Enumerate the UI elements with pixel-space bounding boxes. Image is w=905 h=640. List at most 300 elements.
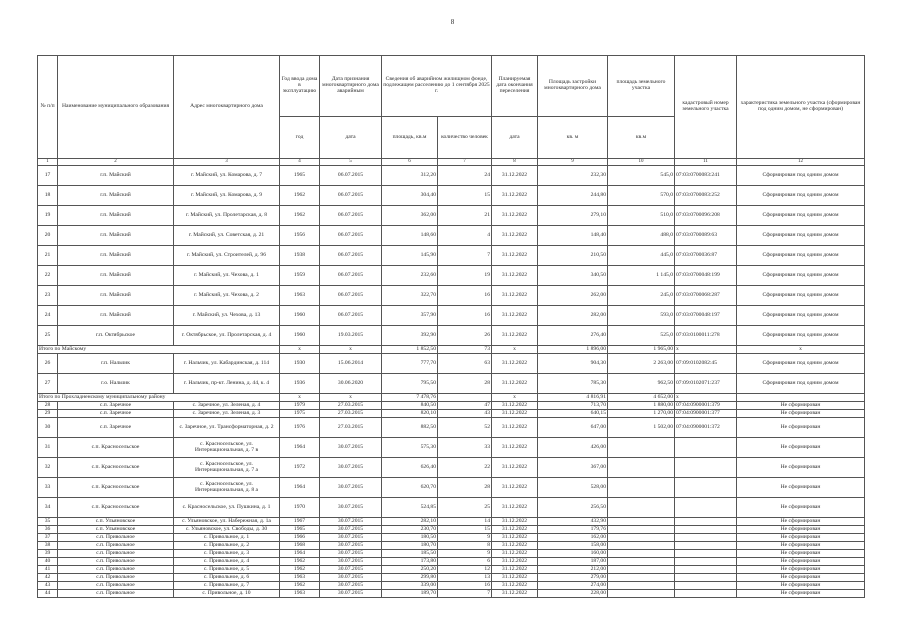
table-cell: 1 896,00 [538, 346, 608, 354]
table-cell: с. Привольное, д. 2 [174, 542, 280, 550]
table-cell: 179,76 [538, 526, 608, 534]
table-cell: 31.12.2022 [492, 458, 538, 478]
header-emergency-info: Сведения об аварийном жилищном фонде, подлежащем расселению до 1 сентября 2025 г. [382, 56, 492, 117]
table-cell: 1965 [280, 526, 320, 534]
table-cell [608, 582, 675, 590]
table-cell: 38 [38, 542, 58, 550]
table-cell: 1962 [280, 582, 320, 590]
column-number: 3 [174, 159, 280, 166]
table-cell: г. Нальчик, ул. Кабардинская, д. 114 [174, 354, 280, 374]
table-cell: 31.12.2022 [492, 542, 538, 550]
table-cell: 31.12.2022 [492, 574, 538, 582]
table-cell: с. Красносельское, ул. Интернациональная, д. 7 а [174, 458, 280, 478]
table-cell: 30.06.2020 [320, 374, 382, 394]
table-cell: 12 [438, 566, 492, 574]
table-cell: 282,10 [382, 518, 438, 526]
table-cell: 14 [438, 518, 492, 526]
unit-year: год [280, 117, 320, 159]
table-cell [608, 590, 675, 598]
table-cell: Итого по Прохладненскому муниципальному району [38, 394, 280, 402]
table-cell: г. Майский, ул. Чехова, д. 1 [174, 266, 280, 286]
table-cell: 07:03:0700048:197 [675, 306, 737, 326]
table-cell: Сформирован под одним домом [737, 226, 865, 246]
table-cell: 31.12.2022 [492, 478, 538, 498]
column-number: 9 [538, 159, 608, 166]
column-number: 12 [737, 159, 865, 166]
table-cell: 30.07.2015 [320, 534, 382, 542]
table-cell: 1976 [280, 418, 320, 438]
table-cell: 47 [438, 402, 492, 410]
column-number: 8 [492, 159, 538, 166]
table-cell: 1962 [280, 558, 320, 566]
table-cell: 25 [438, 498, 492, 518]
table-cell: с.п. Привольное [58, 542, 174, 550]
table-cell: 31.12.2022 [492, 226, 538, 246]
table-cell: г. Нальчик, пр-кт. Ленина, д. 44, к. 4 [174, 374, 280, 394]
table-cell: 256,50 [538, 498, 608, 518]
table-cell: 31.12.2022 [492, 246, 538, 266]
table-row [38, 590, 865, 598]
table-row [38, 518, 865, 526]
table-cell: с.п. Красносельское [58, 478, 174, 498]
table-cell: 28 [438, 478, 492, 498]
table-cell: г.п. Октябрьское [58, 326, 174, 346]
table-cell: 312,20 [382, 166, 438, 186]
table-cell: 24 [438, 166, 492, 186]
table-cell: 1956 [280, 226, 320, 246]
header-plot-char: характеристика земельного участка (сформирован под одним домом, не сформирован) [737, 56, 865, 159]
table-body [38, 166, 865, 598]
table-cell: 148,60 [382, 226, 438, 246]
table-cell: 1 502,00 [608, 418, 675, 438]
header-recognition-date: Дата признания многоквартирного дома аварийным [320, 56, 382, 117]
header-area: Площадь застройки многоквартирного дома [538, 56, 608, 117]
table-cell [737, 394, 865, 402]
table-cell: 40 [38, 558, 58, 566]
table-row [38, 166, 865, 186]
table-cell: с. Красносельское, ул. Интернациональная, д. 7 в [174, 438, 280, 458]
table-cell: 158,00 [538, 542, 608, 550]
housing-table [37, 55, 865, 598]
table-cell: 30.07.2015 [320, 574, 382, 582]
table-cell: 31.12.2022 [492, 410, 538, 418]
table-cell: 276,40 [538, 326, 608, 346]
table-cell: 33 [438, 438, 492, 458]
unit-sqm: площадь, кв.м [382, 117, 438, 159]
table-cell: 26 [38, 354, 58, 374]
table-cell: х [492, 394, 538, 402]
header-year-built: Год ввода дома в эксплуатацию [280, 56, 320, 117]
table-cell: 06.07.2015 [320, 186, 382, 206]
table-cell: 524,85 [382, 498, 438, 518]
table-cell: 357,90 [382, 306, 438, 326]
table-cell: с. Заречное, ул. Зеленая, д. 4 [174, 402, 280, 410]
table-cell: 1959 [280, 266, 320, 286]
table-cell: 1964 [280, 478, 320, 498]
table-cell: Сформирован под одним домом [737, 266, 865, 286]
table-cell: 1 852,50 [382, 346, 438, 354]
table-cell: 07:03:0700083:241 [675, 166, 737, 186]
header-address: Адрес многоквартирного дома [174, 56, 280, 159]
table-cell: 42 [38, 574, 58, 582]
table-cell: 148,40 [538, 226, 608, 246]
table-cell: 06.07.2015 [320, 246, 382, 266]
table-cell: 30.07.2015 [320, 542, 382, 550]
table-cell: 445,0 [608, 246, 675, 266]
table-cell: с. Заречное, ул. Трансформаторная, д. 2 [174, 418, 280, 438]
table-cell: г.п. Майский [58, 206, 174, 226]
table-row [38, 306, 865, 326]
table-cell: г.п. Майский [58, 226, 174, 246]
table-cell: 06.07.2015 [320, 206, 382, 226]
table-cell: 1938 [280, 246, 320, 266]
column-number: 2 [58, 159, 174, 166]
table-cell: 362,00 [382, 206, 438, 226]
table-cell: 30.07.2015 [320, 566, 382, 574]
table-cell: 340,50 [538, 266, 608, 286]
table-cell: г.п. Нальчик [58, 354, 174, 374]
table-cell: г.п. Майский [58, 266, 174, 286]
table-cell [675, 566, 737, 574]
table-cell: 185,50 [382, 550, 438, 558]
table-cell [675, 458, 737, 478]
header-plot: площадь земельного участка [608, 56, 675, 117]
table-cell: с.п. Заречное [58, 410, 174, 418]
table-cell: 339,00 [382, 582, 438, 590]
table-cell: 593,0 [608, 306, 675, 326]
table-cell: 189,70 [382, 590, 438, 598]
table-cell: 4 [438, 226, 492, 246]
table-cell: 30.07.2015 [320, 582, 382, 590]
table-cell: Сформирован под одним домом [737, 246, 865, 266]
table-cell: 1960 [280, 306, 320, 326]
table-cell: 21 [38, 246, 58, 266]
table-cell: 510,0 [608, 206, 675, 226]
table-cell: 232,30 [538, 166, 608, 186]
table-cell: 7 478,76 [382, 394, 438, 402]
table-cell: с.п. Ульяновское [58, 518, 174, 526]
table-cell: 30.07.2015 [320, 590, 382, 598]
table-cell: с. Заречное, ул. Зеленая, д. 3 [174, 410, 280, 418]
table-cell: 31.12.2022 [492, 166, 538, 186]
table-cell: 07:04:0900001:377 [675, 410, 737, 418]
table-cell: с.п. Привольное [58, 558, 174, 566]
table-cell: 34 [38, 498, 58, 518]
table-cell: 1 270,00 [608, 410, 675, 418]
table-cell: 39 [38, 550, 58, 558]
table-cell: 31.12.2022 [492, 186, 538, 206]
table-cell [608, 534, 675, 542]
table-cell: с.п. Привольное [58, 590, 174, 598]
table-cell: г. Майский, ул. Советская, д. 21 [174, 226, 280, 246]
table-cell: 210,50 [538, 246, 608, 266]
table-cell: 27.03.2015 [320, 402, 382, 410]
table-cell: 32 [38, 458, 58, 478]
table-cell: 07:03:0700089:63 [675, 226, 737, 246]
table-cell [608, 438, 675, 458]
table-cell: 30.07.2015 [320, 518, 382, 526]
table-cell: Сформирован под одним домом [737, 166, 865, 186]
table-cell: 13 [438, 574, 492, 582]
table-cell [675, 590, 737, 598]
table-cell: 904,30 [538, 354, 608, 374]
table-cell: 16 [438, 306, 492, 326]
table-cell: 07:04:0900001:372 [675, 418, 737, 438]
table-cell: 212,00 [538, 566, 608, 574]
table-cell: с.п. Заречное [58, 402, 174, 410]
table-row [38, 418, 865, 438]
table-cell: 713,70 [538, 402, 608, 410]
table-cell: 43 [438, 410, 492, 418]
table-cell: 07:03:0100011:278 [675, 326, 737, 346]
table-cell: 432,90 [538, 518, 608, 526]
column-number: 10 [608, 159, 675, 166]
table-cell: 31.12.2022 [492, 526, 538, 534]
table-cell: Не сформирован [737, 534, 865, 542]
table-cell: 29 [38, 410, 58, 418]
table-cell: Не сформирован [737, 418, 865, 438]
table-cell: 620,70 [382, 478, 438, 498]
table-cell: с. Ульяновское, ул. Свободы, д. 30 [174, 526, 280, 534]
table-cell: Сформирован под одним домом [737, 354, 865, 374]
table-row [38, 558, 865, 566]
table-cell: с. Привольное, д. 3 [174, 550, 280, 558]
header-row [38, 56, 865, 117]
table-cell: с.п. Привольное [58, 534, 174, 542]
table-cell: Итого по Майскому [38, 346, 280, 354]
table-cell: 31.12.2022 [492, 534, 538, 542]
table-cell: 232,60 [382, 266, 438, 286]
table-cell: с. Привольное, д. 6 [174, 574, 280, 582]
table-cell: 30.07.2015 [320, 458, 382, 478]
table-cell: 2 263,00 [608, 354, 675, 374]
table-cell: х [492, 346, 538, 354]
table-cell: с. Привольное, д. 7 [174, 582, 280, 590]
table-cell: 63 [438, 354, 492, 374]
table-cell: 279,10 [538, 206, 608, 226]
table-cell: 20 [38, 226, 58, 246]
table-cell: 6 [438, 558, 492, 566]
table-cell: 322,70 [382, 286, 438, 306]
table-cell: 785,30 [538, 374, 608, 394]
table-cell: 30.07.2015 [320, 478, 382, 498]
table-cell: г. Майский, ул. Чехова, д. 2 [174, 286, 280, 306]
table-row [38, 410, 865, 418]
table-cell: г. Майский, ул. Комарова, д. 7 [174, 166, 280, 186]
table-cell: 426,00 [538, 438, 608, 458]
table-cell: 640,15 [538, 410, 608, 418]
table-cell: 9 [438, 534, 492, 542]
table-cell: Не сформирован [737, 558, 865, 566]
table-cell: г.п. Майский [58, 246, 174, 266]
table-cell: Не сформирован [737, 498, 865, 518]
table-row [38, 534, 865, 542]
table-row [38, 226, 865, 246]
table-cell: 06.07.2015 [320, 306, 382, 326]
table-row [38, 354, 865, 374]
table-cell: Не сформирован [737, 526, 865, 534]
table-cell: х [320, 346, 382, 354]
table-cell: 180,70 [382, 542, 438, 550]
table-cell [675, 518, 737, 526]
table-cell [675, 542, 737, 550]
table-cell: 488,0 [608, 226, 675, 246]
table-cell: 1960 [280, 326, 320, 346]
table-cell [675, 574, 737, 582]
table-cell: 35 [38, 518, 58, 526]
table-cell [675, 438, 737, 458]
table-cell: 17 [38, 166, 58, 186]
table-cell: с.п. Привольное [58, 574, 174, 582]
table-cell [608, 550, 675, 558]
table-cell: Не сформирован [737, 438, 865, 458]
table-row [38, 582, 865, 590]
table-row [38, 266, 865, 286]
table-cell: 31.12.2022 [492, 590, 538, 598]
table-cell: 795,50 [382, 374, 438, 394]
unit-date: дата [320, 117, 382, 159]
table-row [38, 438, 865, 458]
table-cell: с. Привольное, д. 10 [174, 590, 280, 598]
table-cell: х [675, 346, 737, 354]
table-cell: г. Майский, ул. Строителей, д. 96 [174, 246, 280, 266]
table-cell [608, 566, 675, 574]
table-cell: 1966 [280, 534, 320, 542]
table-cell: с.п. Красносельское [58, 438, 174, 458]
table-cell: 07:03:0700036:87 [675, 246, 737, 266]
table-cell: г.п. Майский [58, 166, 174, 186]
table-cell: 30.07.2015 [320, 550, 382, 558]
table-cell: г. Октябрьское, ул. Пролетарская, д. 4 [174, 326, 280, 346]
table-cell: с. Красносельское, ул. Интернациональная, д. 8 а [174, 478, 280, 498]
table-cell: с.п. Ульяновское [58, 526, 174, 534]
table-cell: Не сформирован [737, 410, 865, 418]
table-cell: 9 [438, 550, 492, 558]
table-cell: 37 [38, 534, 58, 542]
table-cell: 31.12.2022 [492, 518, 538, 526]
table-cell: 31.12.2022 [492, 374, 538, 394]
total-row [38, 346, 865, 354]
table-cell: 274,00 [538, 582, 608, 590]
table-cell: 279,00 [538, 574, 608, 582]
table-cell: 1962 [280, 566, 320, 574]
table-cell: 28 [38, 402, 58, 410]
table-cell: 647,00 [538, 418, 608, 438]
table-cell: Сформирован под одним домом [737, 326, 865, 346]
table-cell: х [675, 394, 737, 402]
table-cell: 31.12.2022 [492, 306, 538, 326]
table-cell: Сформирован под одним домом [737, 306, 865, 326]
table-cell [608, 574, 675, 582]
table-cell: 145,90 [382, 246, 438, 266]
table-cell: 626,40 [382, 458, 438, 478]
table-cell: х [320, 394, 382, 402]
column-number: 1 [38, 159, 58, 166]
table-cell: Не сформирован [737, 574, 865, 582]
table-cell: 31.12.2022 [492, 354, 538, 374]
table-cell: 31.12.2022 [492, 498, 538, 518]
table-cell: 1964 [280, 438, 320, 458]
unit-people: количество человек [438, 117, 492, 159]
table-row [38, 550, 865, 558]
table-cell: 1968 [280, 542, 320, 550]
table-cell: г.п. Майский [58, 306, 174, 326]
table-cell: 575,30 [382, 438, 438, 458]
header-cadastral: кадастровый номер земельного участка [675, 56, 737, 159]
column-number: 4 [280, 159, 320, 166]
table-cell: 31.12.2022 [492, 582, 538, 590]
table-cell: 1936 [280, 374, 320, 394]
table-cell: 262,00 [538, 286, 608, 306]
table-cell: 43 [38, 582, 58, 590]
table-cell: Не сформирован [737, 582, 865, 590]
table-cell: 777,70 [382, 354, 438, 374]
total-row [38, 394, 865, 402]
table-cell: 07:03:0700068:287 [675, 286, 737, 306]
table-cell [608, 542, 675, 550]
table-cell: 230,70 [382, 526, 438, 534]
table-cell: 367,00 [538, 458, 608, 478]
table-cell: 4 652,00 [608, 394, 675, 402]
table-cell: г. Майский, ул. Пролетарская, д. 8 [174, 206, 280, 226]
table-cell [608, 518, 675, 526]
table-cell: 31.12.2022 [492, 402, 538, 410]
table-cell [675, 526, 737, 534]
table-cell [675, 498, 737, 518]
table-cell: 1963 [280, 574, 320, 582]
table-cell: 31.12.2022 [492, 418, 538, 438]
table-cell: 15.06.2014 [320, 354, 382, 374]
table-cell: 570,0 [608, 186, 675, 206]
table-cell: с. Привольное, д. 4 [174, 558, 280, 566]
table-cell: с. Привольное, д. 1 [174, 534, 280, 542]
table-cell: 162,00 [538, 534, 608, 542]
table-cell: Не сформирован [737, 590, 865, 598]
table-cell: 4 816,91 [538, 394, 608, 402]
table-cell: с.п. Красносельское [58, 458, 174, 478]
table-cell: 250,20 [382, 566, 438, 574]
table-row [38, 498, 865, 518]
table-cell: 30 [38, 418, 58, 438]
table-cell: 07:03:0700083:252 [675, 186, 737, 206]
table-cell: 1963 [280, 590, 320, 598]
table-cell: 31.12.2022 [492, 550, 538, 558]
table-cell: 27 [38, 374, 58, 394]
table-cell: 820,10 [382, 410, 438, 418]
table-cell: 1975 [280, 410, 320, 418]
table-cell: с.п. Красносельское [58, 498, 174, 518]
table-cell: 1967 [280, 518, 320, 526]
table-cell: 21 [438, 206, 492, 226]
table-cell: 1972 [280, 458, 320, 478]
unit-kvm: кв. м [538, 117, 608, 159]
table-cell: Не сформирован [737, 402, 865, 410]
table-row [38, 186, 865, 206]
table-cell: Сформирован под одним домом [737, 186, 865, 206]
table-cell: Не сформирован [737, 458, 865, 478]
table-cell: 1930 [280, 354, 320, 374]
table-row [38, 566, 865, 574]
table-cell: 31 [38, 438, 58, 458]
table-cell: Сформирован под одним домом [737, 206, 865, 226]
table-cell: 26 [438, 326, 492, 346]
table-cell: 24 [38, 306, 58, 326]
table-cell [608, 458, 675, 478]
table-cell: 15 [438, 186, 492, 206]
table-cell: 1 880,00 [608, 402, 675, 410]
table-cell [675, 558, 737, 566]
table-cell: 07:09:0102071:237 [675, 374, 737, 394]
